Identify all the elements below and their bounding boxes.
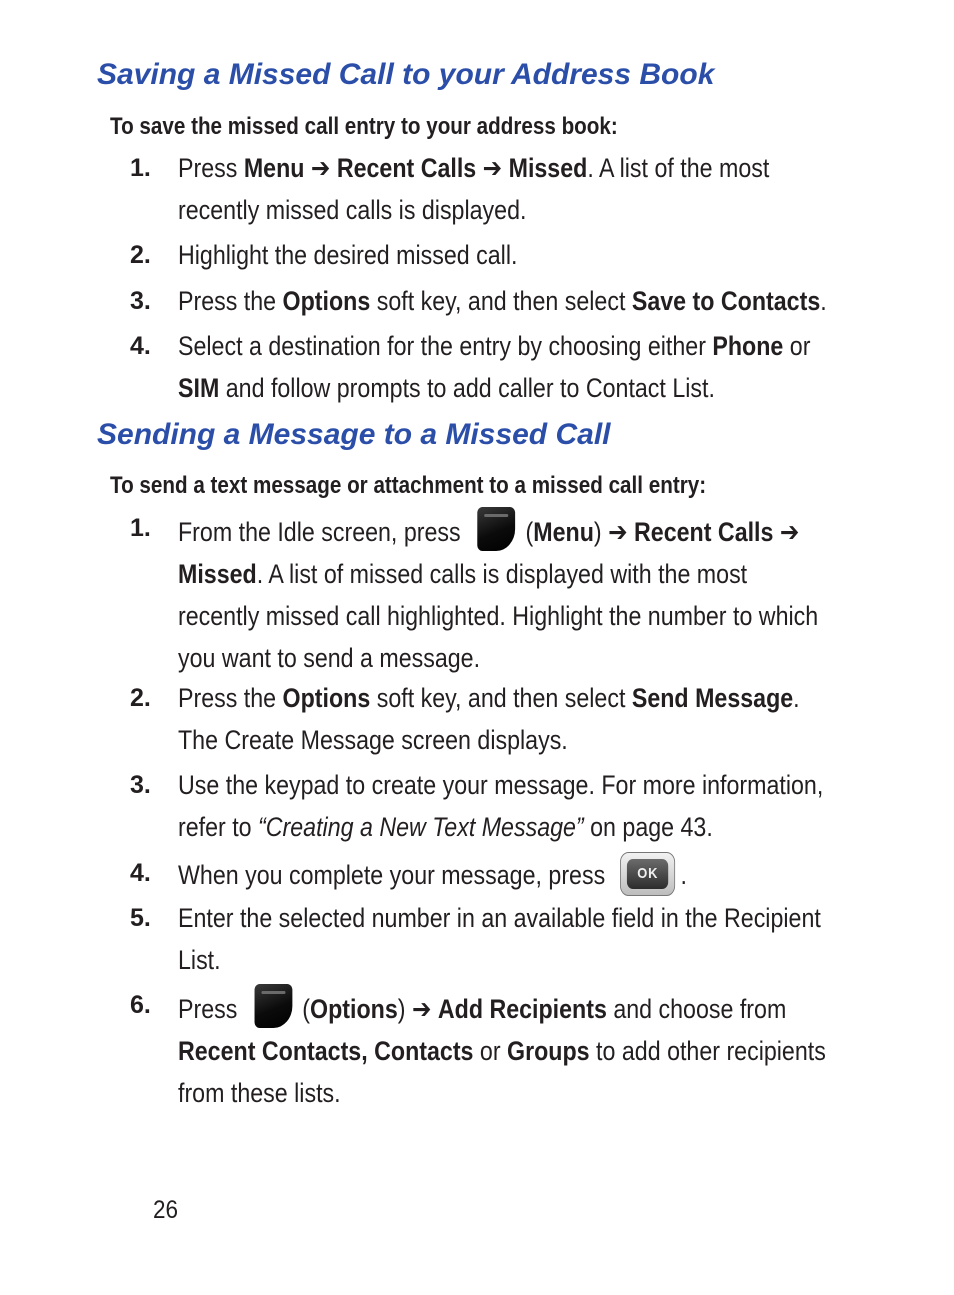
step-text: Press the Options soft key, and then select Save to Contacts. — [178, 286, 827, 316]
step-text: Press Menu ➔ Recent Calls ➔ Missed. A list of the most recently missed calls is displayed. — [178, 153, 770, 225]
section-intro-saving: To save the missed call entry to your address book: — [110, 113, 618, 140]
step-text: Use the keypad to create your message. For more information, refer to “Creating a New Text Message” on page 43. — [178, 770, 824, 842]
step-text: Press (Options) ➔ Add Recipients and choose from Recent Contacts, Contacts or Groups to add other recipients from these lists. — [178, 984, 883, 1114]
section-heading-saving-missed-call: Saving a Missed Call to your Address Book — [97, 58, 715, 91]
step-number: 1. — [130, 154, 151, 182]
section-heading-sending-message: Sending a Message to a Missed Call — [97, 418, 611, 451]
step-number: 5. — [130, 904, 151, 932]
step-number: 1. — [130, 514, 151, 542]
step-number: 3. — [130, 771, 151, 799]
step-number: 2. — [130, 241, 151, 269]
step-text: From the Idle screen, press (Menu) ➔ Recent Calls ➔ Missed. A list of missed calls is displayed with the most recently missed call highlighted. Highlight the number to which you want to send a message. — [178, 507, 883, 679]
left-soft-key-icon — [477, 507, 515, 551]
step-text: Press the Options soft key, and then select Send Message. The Create Message screen displays. — [178, 683, 800, 755]
step-number: 4. — [130, 332, 151, 360]
step-text: Enter the selected number in an available field in the Recipient List. — [178, 903, 821, 975]
section-intro-sending: To send a text message or attachment to a missed call entry: — [110, 472, 707, 499]
step-text: When you complete your message, press OK . — [178, 852, 883, 896]
step-number: 6. — [130, 991, 151, 1019]
step-text: Select a destination for the entry by choosing either Phone or SIM and follow prompts to add caller to Contact List. — [178, 331, 811, 403]
step-number: 3. — [130, 287, 151, 315]
ok-key-icon: OK — [620, 852, 675, 896]
step-number: 4. — [130, 859, 151, 887]
left-soft-key-icon — [254, 984, 292, 1028]
step-number: 2. — [130, 684, 151, 712]
step-text: Highlight the desired missed call. — [178, 240, 518, 270]
page-number: 26 — [153, 1196, 179, 1224]
